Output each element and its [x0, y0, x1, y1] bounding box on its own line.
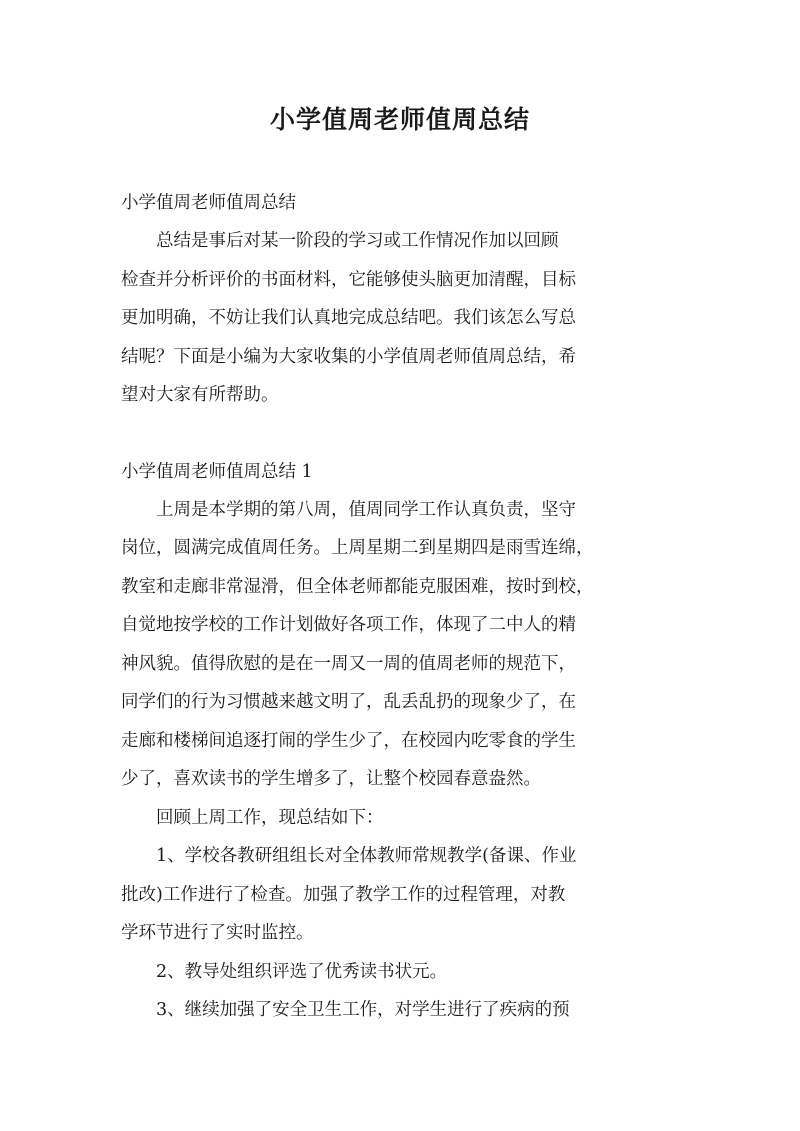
paragraph-spacer	[121, 419, 687, 457]
paragraph-line: 2、教导处组织评选了优秀读书状元。	[121, 961, 448, 982]
paragraph-line: 教室和走廊非常湿滑，但全体老师都能克服困难，按时到校，	[121, 576, 594, 597]
paragraph-line: 结呢？下面是小编为大家收集的小学值周老师值周总结，希	[121, 346, 576, 367]
paragraph-line: 回顾上周工作，现总结如下：	[121, 807, 384, 828]
paragraph-line: 自觉地按学校的工作计划做好各项工作，体现了二中人的精	[121, 615, 576, 635]
paragraph-line: 1、学校各教研组组长对全体教师常规教学(备课、作业	[121, 846, 577, 866]
paragraph-line: 3、继续加强了安全卫生工作，对学生进行了疾病的预	[121, 1000, 570, 1020]
paragraph-line: 神风貌。值得欣慰的是在一周又一周的值周老师的规范下，	[121, 653, 576, 674]
paragraph-line: 岗位，圆满完成值周任务。上周星期二到星期四是雨雪连绵，	[121, 538, 594, 558]
paragraph-line: 批改)工作进行了检查。加强了教学工作的过程管理，对教	[121, 884, 566, 905]
document-body	[121, 188, 687, 1034]
paragraph-line: 更加明确，不妨让我们认真地完成总结吧。我们该怎么写总	[121, 308, 576, 328]
section-heading: 小学值周老师值周总结 1	[121, 461, 313, 482]
paragraph-line: 学环节进行了实时监控。	[121, 923, 314, 943]
paragraph-line: 总结是事后对某一阶段的学习或工作情况作加以回顾	[121, 231, 559, 251]
paragraph-line: 走廊和楼梯间追逐打闹的学生少了，在校园内吃零食的学生	[121, 730, 576, 751]
paragraph-line: 检查并分析评价的书面材料，它能够使头脑更加清醒，目标	[121, 269, 576, 290]
paragraph-line: 望对大家有所帮助。	[121, 385, 279, 405]
intro-heading: 小学值周老师值周总结	[121, 193, 296, 213]
document-title: 小学值周老师值周总结	[269, 105, 530, 134]
paragraph-line: 上周是本学期的第八周，值周同学工作认真负责，坚守	[121, 499, 576, 520]
paragraph-line: 同学们的行为习惯越来越文明了，乱丢乱扔的现象少了，在	[121, 692, 576, 712]
paragraph-line: 少了，喜欢读书的学生增多了，让整个校园春意盎然。	[121, 769, 541, 789]
